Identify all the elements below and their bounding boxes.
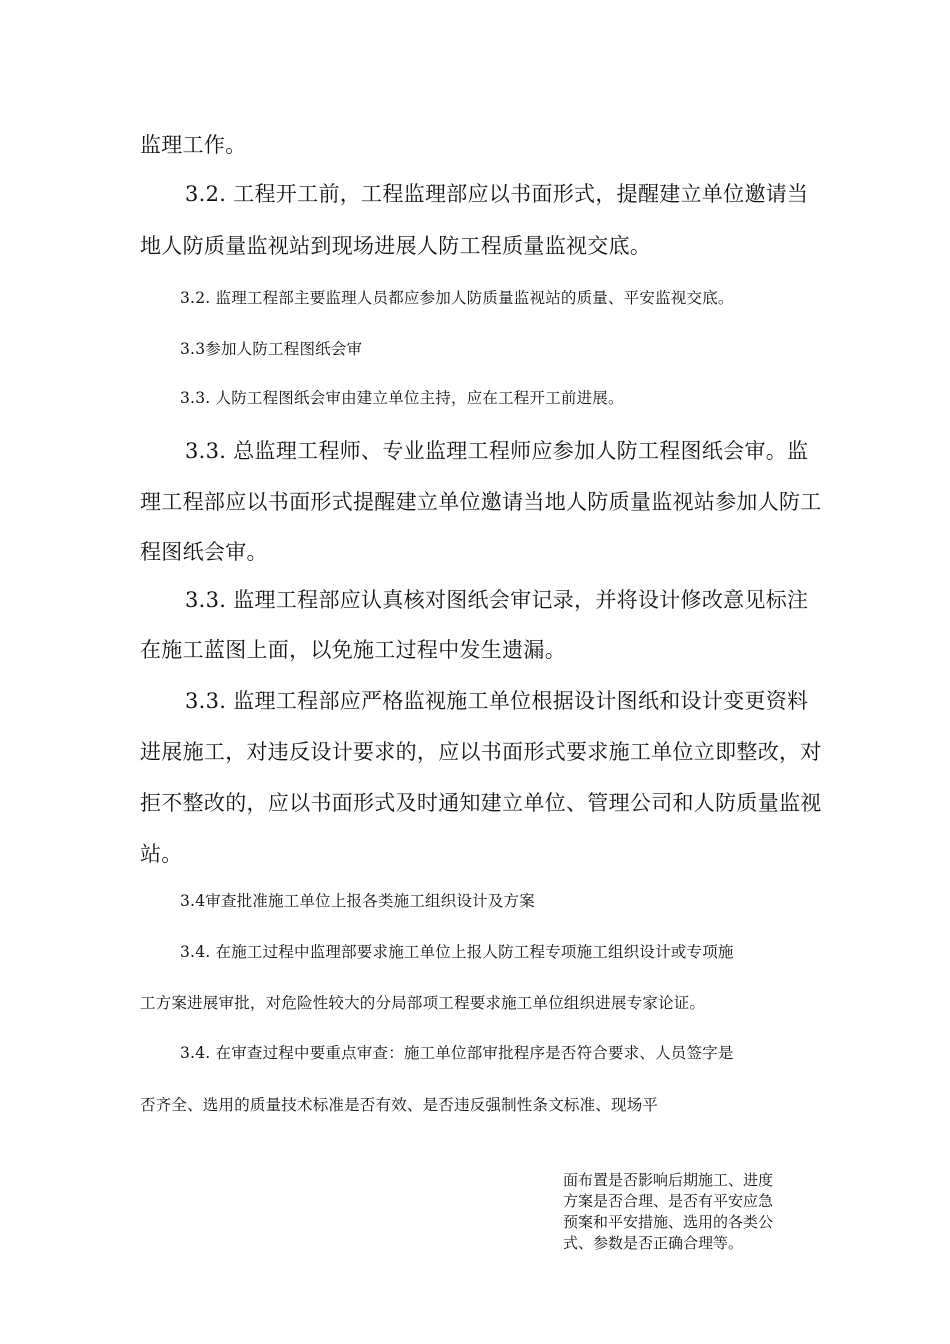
text-line: 3.2. 工程开工前，工程监理部应以书面形式，提醒建立单位邀请当 [185, 182, 809, 206]
text-line: 站。 [140, 842, 183, 866]
side-note-line: 式、参数是否正确合理等。 [563, 1234, 744, 1252]
side-note-line: 面布置是否影响后期施工、进度 [563, 1171, 774, 1189]
side-note-line: 方案是否合理、是否有平安应急 [563, 1192, 774, 1210]
side-note-line: 预案和平安措施、选用的各类公 [563, 1213, 774, 1231]
text-line: 进展施工，对违反设计要求的，应以书面形式要求施工单位立即整改，对 [140, 740, 822, 764]
side-note [563, 1170, 803, 1254]
text-line: 3.2. 监理工程部主要监理人员都应参加人防质量监视站的质量、平安监视交底。 [180, 289, 734, 307]
text-line: 监理工作。 [140, 133, 247, 157]
text-line: 在施工蓝图上面，以免施工过程中发生遗漏。 [140, 638, 566, 662]
text-line: 否齐全、选用的质量技术标准是否有效、是否违反强制性条文标准、现场平 [140, 1096, 659, 1114]
text-line: 程图纸会审。 [140, 540, 268, 564]
text-line: 地人防质量监视站到现场进展人防工程质量监视交底。 [140, 234, 652, 258]
text-line: 3.4. 在施工过程中监理部要求施工单位上报人防工程专项施工组织设计或专项施 [180, 943, 734, 961]
text-line: 理工程部应以书面形式提醒建立单位邀请当地人防质量监视站参加人防工 [140, 490, 822, 514]
text-line: 3.4. 在审查过程中要重点审查：施工单位部审批程序是否符合要求、人员签字是 [180, 1044, 734, 1062]
section-heading: 3.3参加人防工程图纸会审 [180, 340, 363, 358]
text-line: 3.3. 总监理工程师、专业监理工程师应参加人防工程图纸会审。监 [185, 439, 809, 463]
section-heading: 3.4审查批准施工单位上报各类施工组织设计及方案 [180, 892, 535, 910]
text-line: 3.3. 监理工程部应严格监视施工单位根据设计图纸和设计变更资料 [185, 689, 809, 713]
text-line: 拒不整改的，应以书面形式及时通知建立单位、管理公司和人防质量监视 [140, 791, 822, 815]
text-line: 3.3. 人防工程图纸会审由建立单位主持，应在工程开工前进展。 [180, 389, 624, 407]
text-line: 工方案进展审批，对危险性较大的分局部项工程要求施工单位组织进展专家论证。 [140, 994, 706, 1012]
text-line: 3.3. 监理工程部应认真核对图纸会审记录，并将设计修改意见标注 [185, 588, 809, 612]
